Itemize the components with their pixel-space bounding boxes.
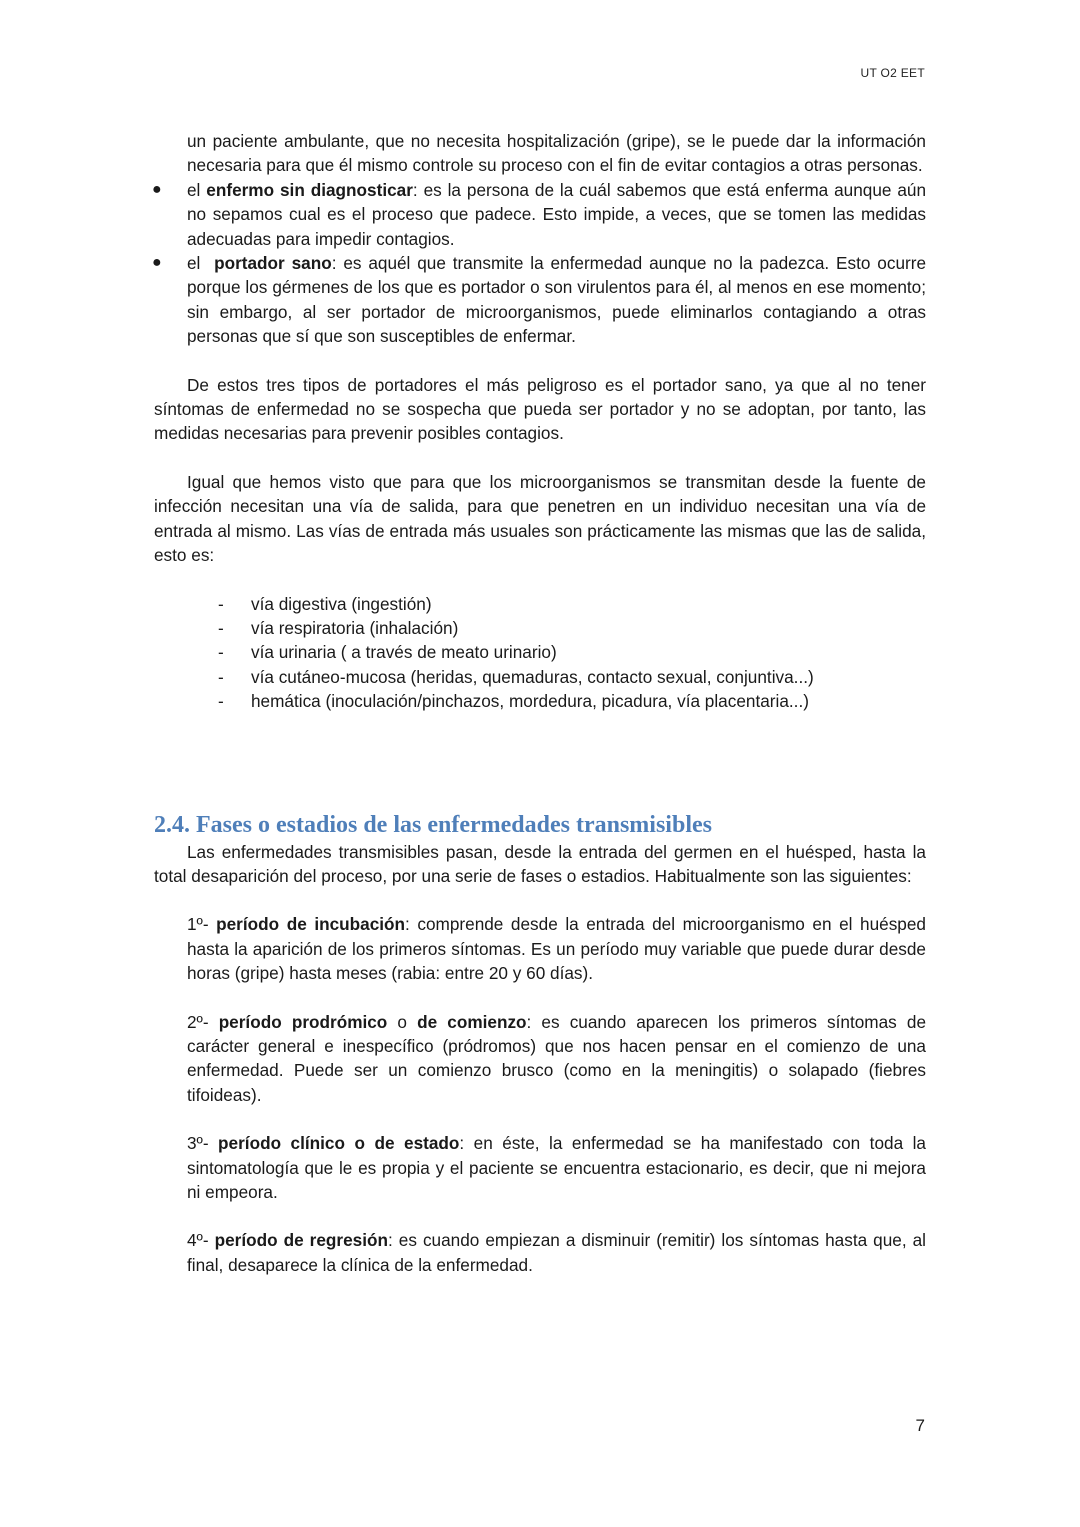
item-text: : es la persona de la cuál sabemos que está enferma aunque aún no sepamos cual es el proceso que padece. Esto impide, a veces, que se tomen las medidas adecuadas para impedir contagios.	[187, 179, 927, 249]
list-item	[218, 640, 926, 664]
dangerous-carrier-paragraph: De estos tres tipos de portadores el más peligroso es el portador sano, ya que al no tener síntomas de enfermedad no se sospecha que pueda ser portador y no se adoptan, por tanto, las medidas necesarias para prevenir posibles contagios.	[154, 374, 926, 444]
item-term: portador sano	[214, 253, 332, 274]
phase-connector: o	[387, 1011, 418, 1032]
item-text: : es aquél que transmite la enfermedad aunque no la padezca. Esto ocurre porque los gérmenes de los que es portador o son virulentos para él, al menos en ese momento; sin embargo, al ser portador de microorganismos, puede eliminarlos contagiando a otras personas que sí que son susceptibles de enfermar.	[187, 253, 927, 347]
entry-routes-list	[154, 592, 926, 714]
phase-term-alt: de comienzo	[417, 1011, 527, 1032]
list-item	[154, 251, 926, 349]
section-intro: Las enfermedades transmisibles pasan, desde la entrada del germen en el huésped, hasta la total desaparición del proceso, por una serie de fases o estadios. Habitualmente son las siguientes:	[154, 841, 926, 886]
route-text: vía cutáneo-mucosa (heridas, quemaduras, contacto sexual, conjuntiva...)	[251, 666, 814, 687]
continuation-paragraph: un paciente ambulante, que no necesita hospitalización (gripe), se le puede dar la información necesaria para que él mismo controle su proceso con el fin de evitar contagios a otras personas.	[187, 131, 926, 176]
carrier-list	[154, 178, 926, 349]
dash-icon: -	[218, 617, 224, 638]
phase-term: período de incubación	[216, 914, 406, 935]
item-prefix: el	[187, 179, 207, 200]
dash-icon: -	[218, 666, 224, 687]
dash-icon: -	[218, 593, 224, 614]
phase-item	[154, 1228, 926, 1277]
phase-term: período de regresión	[214, 1230, 388, 1251]
route-text: vía respiratoria (inhalación)	[251, 617, 459, 638]
bullet-icon: ●	[152, 180, 162, 198]
phase-text: : comprende desde la entrada del microorganismo en el huésped hasta la aparición de los primeros síntomas. Es un período muy variable que puede durar desde horas (gripe) hasta meses (rabia: entre 20 y 60 días).	[187, 914, 926, 984]
running-header: UT O2 EET	[860, 66, 925, 80]
dash-icon: -	[218, 642, 224, 663]
item-prefix: el	[187, 253, 215, 274]
phase-number: 4º-	[187, 1230, 215, 1251]
phase-number: 1º-	[187, 914, 217, 935]
route-text: vía digestiva (ingestión)	[251, 593, 432, 614]
phase-item	[154, 912, 926, 985]
section-title: 2.4. Fases o estadios de las enfermedades transmisibles	[154, 811, 712, 838]
list-item	[218, 689, 926, 713]
phase-number: 3º-	[187, 1133, 219, 1154]
phase-text: : es cuando empiezan a disminuir (remitir) los síntomas hasta que, al final, desaparece la clínica de la enfermedad.	[187, 1230, 926, 1275]
phase-term: período clínico o de estado	[218, 1133, 460, 1154]
item-term: enfermo sin diagnosticar	[206, 179, 413, 200]
bullet-icon: ●	[152, 254, 162, 272]
entry-routes-paragraph: Igual que hemos visto que para que los microorganismos se transmitan desde la fuente de infección necesitan una vía de salida, para que penetren en un individuo necesitan una vía de entrada al mismo. Las vías de entrada más usuales son prácticamente las mismas que las de salida, esto es:	[154, 471, 926, 566]
phase-item	[154, 1010, 926, 1108]
phase-term: período prodrómico	[218, 1011, 388, 1032]
phase-item	[154, 1131, 926, 1204]
dash-icon: -	[218, 691, 224, 712]
list-item	[218, 616, 926, 640]
route-text: hemática (inoculación/pinchazos, mordedura, picadura, vía placentaria...)	[251, 691, 809, 712]
page-number: 7	[915, 1416, 925, 1435]
phase-text: : en éste, la enfermedad se ha manifestado con toda la sintomatología que le es propia y el paciente se encuentra estacionario, es decir, que ni mejora ni empeora.	[187, 1133, 926, 1202]
phase-text: : es cuando aparecen los primeros síntomas de carácter general e inespecífico (pródromos) que nos hacen pensar en el comienzo de una enfermedad. Puede ser un comienzo brusco (como en la meningitis) o solapado (fiebres tifoideas).	[187, 1011, 927, 1105]
phase-number: 2º-	[187, 1011, 219, 1032]
list-item	[218, 665, 926, 689]
list-item	[154, 178, 926, 251]
route-text: vía urinaria ( a través de meato urinario)	[251, 642, 557, 663]
page-body	[154, 129, 926, 1277]
list-item	[218, 592, 926, 616]
